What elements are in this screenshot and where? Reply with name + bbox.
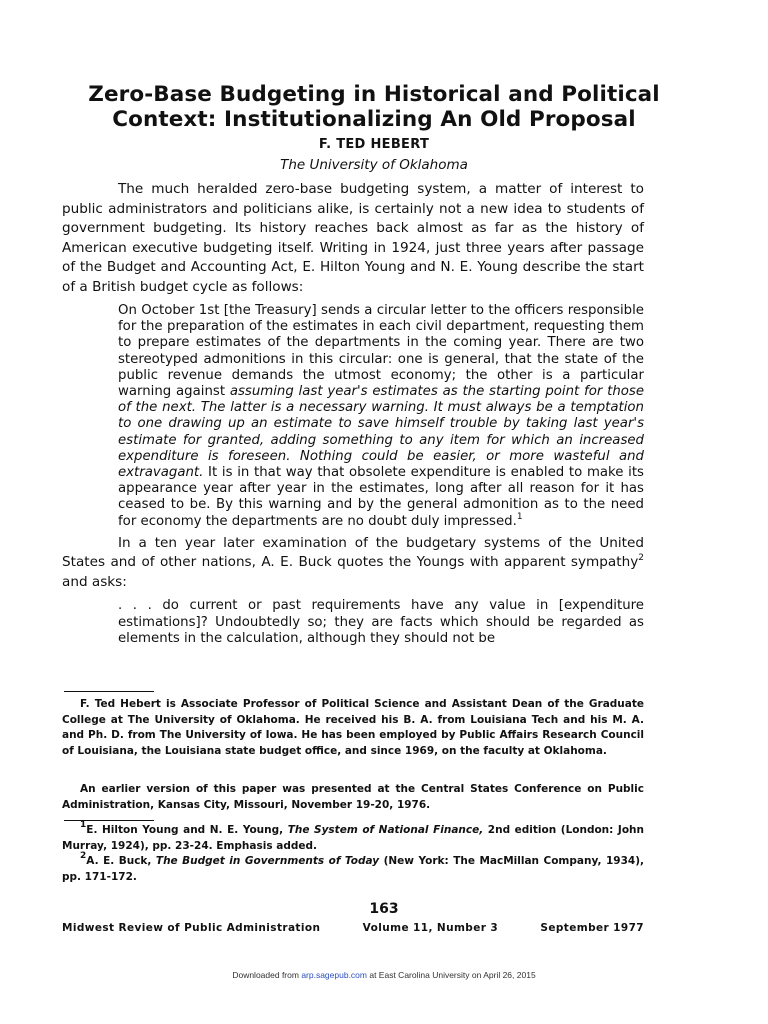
author-note: F. Ted Hebert is Associate Professor of Political Science and Assistant Dean of the Graduate College at The University of Oklahoma. He received his B. A. from Louisiana Tech and his M. A. and Ph. D. from The University of Iowa. He has been employed by Public Affairs Research Council of Louisiana, the Louisiana state budget office, and since 1969, on the faculty at Oklahoma.	[62, 698, 644, 757]
footnote-1-text: E. Hilton Young and N. E. Young,	[86, 824, 288, 836]
journal-date: September 1977	[540, 922, 644, 934]
download-suffix: at East Carolina University on April 26, 2015	[367, 970, 536, 980]
quote-text: On October 1st [the Treasury] sends a circular letter to the officers responsible for the preparation of the estimates in each civil department, requesting them to prepare estimates of the departments in the coming year. There are two stereotyped admonitions in this circular: one is general, that the state of the public revenue demands the utmost economy; the other is a particular warning against	[118, 303, 644, 400]
page-number: 163	[369, 901, 399, 917]
footnote-2-number: 2	[80, 851, 87, 861]
paragraph-text-end: and asks:	[62, 573, 127, 590]
title-line-1: Zero-Base Budgeting in Historical and Political	[88, 82, 660, 107]
footnote-divider	[64, 691, 154, 692]
download-notice	[0, 970, 768, 980]
paragraph-text: In a ten year later examination of the budgetary systems of the United States and of other nations, A. E. Buck quotes the Youngs with apparent sympathy	[62, 534, 644, 571]
journal-volume: Volume 11, Number 3	[362, 922, 499, 934]
quote-emphasis: assuming last year's estimates as the starting point for those of the next. The latter is a necessary warning. It must always be a temptation to one drawing up an estimate to save himself trouble by taking last year's estimate for granted, adding something to any item for which an increased expenditure is foreseen. Nothing could be easier, or more wasteful and extravagant.	[118, 384, 645, 481]
paragraph-buck	[62, 534, 644, 593]
article-body	[62, 180, 644, 647]
title-line-2: Context: Institutionalizing An Old Proposal	[112, 107, 636, 132]
version-note: An earlier version of this paper was presented at the Central States Conference on Public Administration, Kansas City, Missouri, November 19-20, 1976.	[62, 783, 644, 811]
quote-text-end: It is in that way that obsolete expenditure is enabled to make its appearance year after year in the estimates, long after all reason for it has ceased to be. By this warning and by the general admonition as to the need for economy the departments are no doubt duly impressed.	[118, 465, 644, 529]
footnote-1	[62, 820, 644, 854]
block-quote-buck: . . . do current or past requirements have any value in [expenditure estimations]? Undoubtedly so; they are facts which should be regarded as elements in the calculation, although they should not be	[118, 598, 644, 646]
footnote-ref-1: 1	[516, 511, 523, 522]
footnote-2	[62, 851, 644, 885]
footnote-ref-2: 2	[638, 553, 644, 564]
download-prefix: Downloaded from	[232, 970, 302, 980]
block-quote-young	[118, 303, 644, 530]
footnote-1-book-title: The System of National Finance,	[287, 824, 484, 836]
footnote-2-text-end: (New York: The MacMillan Company, 1934), pp. 171-172.	[62, 855, 644, 883]
footnote-1-number: 1	[80, 820, 87, 830]
journal-name: Midwest Review of Public Administration	[62, 922, 321, 934]
footnote-2-book-title: The Budget in Governments of Today	[155, 855, 380, 867]
citation-footnotes	[62, 820, 644, 885]
article-title	[60, 82, 688, 132]
author-name: F. TED HEBERT	[318, 137, 430, 152]
sage-link[interactable]: arp.sagepub.com	[301, 970, 367, 980]
author-affiliation: The University of Oklahoma	[280, 157, 468, 173]
journal-footer	[62, 922, 644, 934]
footnote-divider-2	[64, 820, 154, 821]
footnote-2-text: A. E. Buck,	[86, 855, 156, 867]
paragraph-intro: The much heralded zero-base budgeting system, a matter of interest to public administrators and politicians alike, is certainly not a new idea to students of government budgeting. Its history reaches back almost as far as the history of American executive budgeting itself. Writing in 1924, just three years after passage of the Budget and Accounting Act, E. Hilton Young and N. E. Young describe the start of a British budget cycle as follows:	[62, 181, 644, 295]
footnote-1-text-end: 2nd edition (London: John Murray, 1924), pp. 23-24. Emphasis added.	[62, 824, 644, 852]
version-footnote	[62, 782, 644, 813]
author-footnote	[62, 697, 644, 759]
